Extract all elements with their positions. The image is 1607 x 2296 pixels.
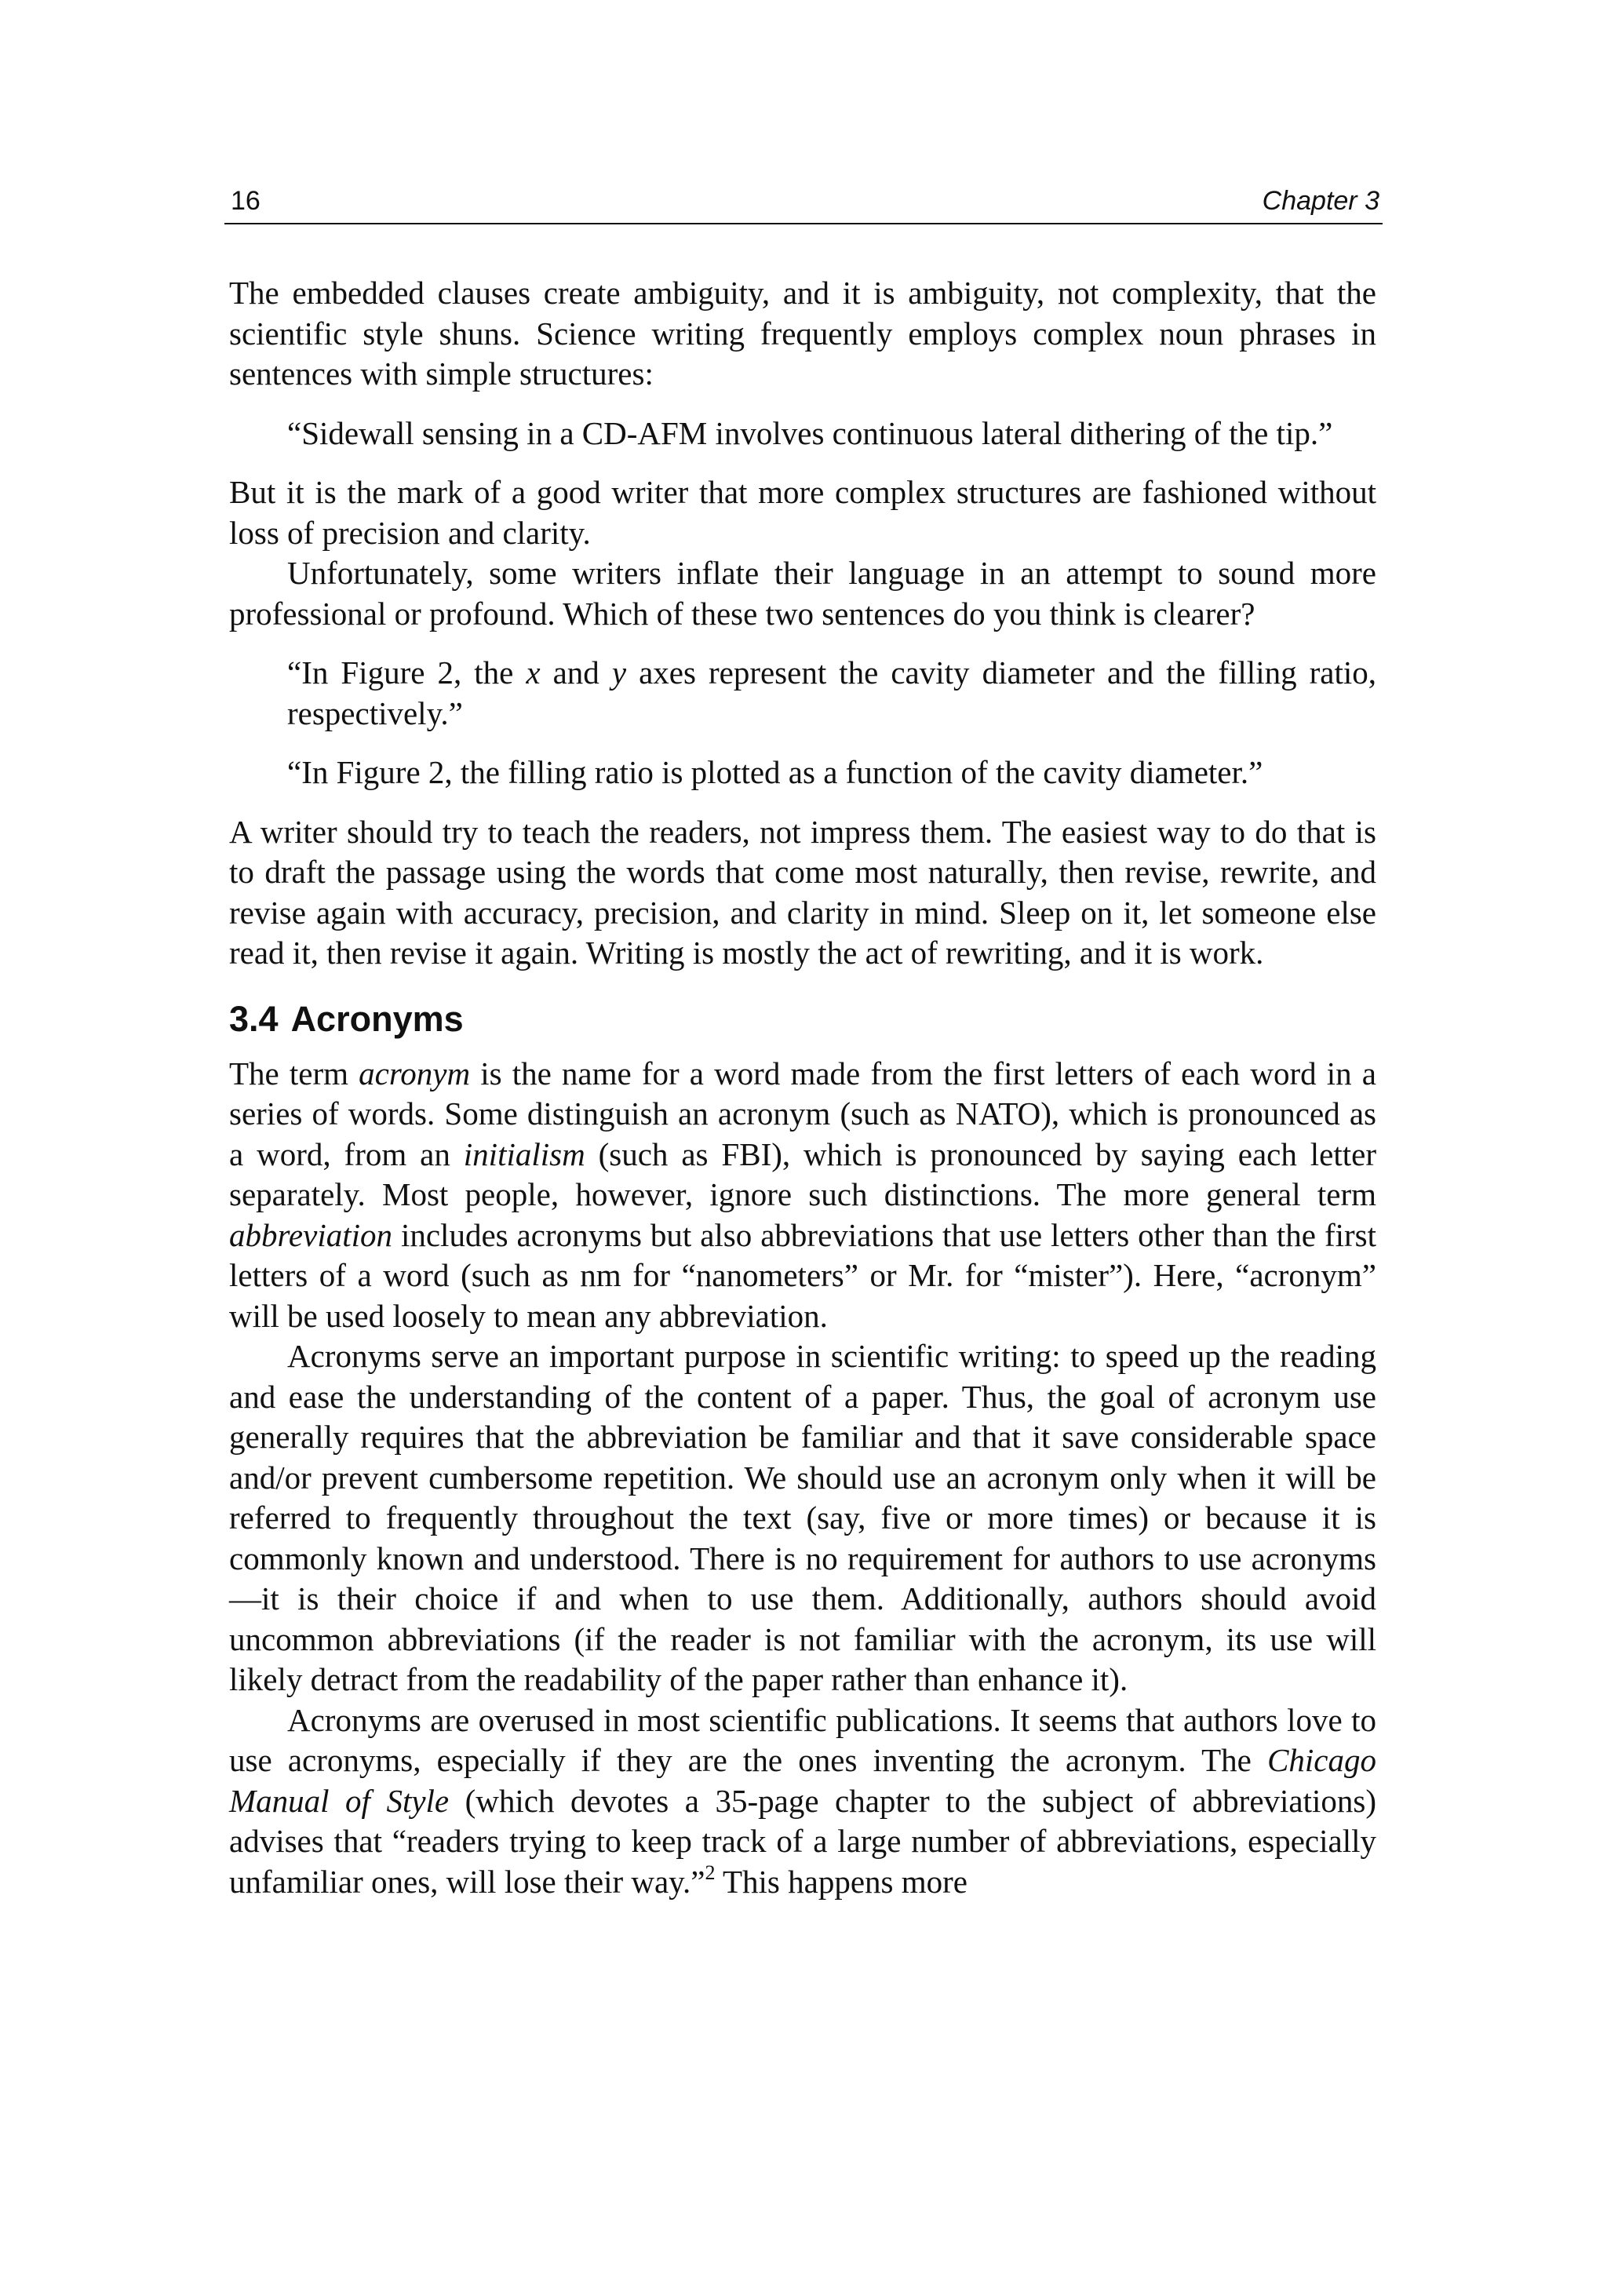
footnote-marker: 2	[705, 1860, 716, 1884]
quote-filling-ratio: “In Figure 2, the filling ratio is plotted as a function of the cavity diameter.”	[287, 754, 1263, 790]
quote-sidewall-sensing: “Sidewall sensing in a CD-AFM involves continuous lateral dithering of the tip.”	[287, 414, 1333, 451]
section-heading	[229, 997, 1376, 1041]
term-initialism-italic: initialism	[463, 1135, 585, 1172]
acronym-def-part-a: The term	[229, 1055, 359, 1092]
paragraph-teach-readers: A writer should try to teach the readers, not impress them. The easiest way to do that is to draft the passage using the words that come most naturally, then revise, rewrite, and revise again with accuracy, precision, and clarity in mind. Sleep on it, let someone else read it, then revise it again. Writing is mostly the act of rewriting, and it is work.	[229, 813, 1376, 971]
chicago-manual-italic: Chicago Manual of Style	[229, 1742, 1376, 1819]
axis-y-italic: y	[611, 654, 627, 691]
acronym-def-part-c: (such as FBI), which is pronounced by saying each letter separately. Most people, however, ignore such distinctions. The more general term	[229, 1135, 1376, 1212]
term-acronym-italic: acronym	[359, 1055, 471, 1092]
paragraph-acronym-overuse	[229, 1700, 1376, 1903]
acronym-def-part-d: includes acronyms but also abbreviations that use letters other than the first letters of a word (such as nm for “nanometers” or Mr. for “mister”). Here, “acronym” will be used loosely to mean any abbreviation.	[229, 1216, 1376, 1334]
section-title: Acronyms	[290, 998, 464, 1039]
term-abbreviation-italic: abbreviation	[229, 1216, 393, 1253]
running-header	[224, 184, 1383, 224]
overuse-part-b: (which devotes a 35-page chapter to the subject of abbreviations) advises that “readers trying to keep track of a large number of abbreviations, especially unfamiliar ones, will lose their way.”	[229, 1782, 1376, 1900]
overuse-part-c: This happens more	[715, 1863, 967, 1900]
overuse-part-a: Acronyms are overused in most scientific publications. It seems that authors love to use acronyms, especially if they are the ones inventing the acronym. The	[229, 1701, 1376, 1778]
body-text	[229, 273, 1376, 1902]
page-number: 16	[231, 186, 261, 216]
paragraph-inflate-language: Unfortunately, some writers inflate their language in an attempt to sound more professional or profound. Which of these two sentences do you think is clearer?	[229, 555, 1376, 632]
paragraph-acronym-purpose: Acronyms serve an important purpose in scientific writing: to speed up the reading and ease the understanding of the content of a paper. Thus, the goal of acronym use generally requires that the abbreviation be familiar and that it save considerable space and/or prevent cumbersome repetition. We should use an acronym only when it will be referred to frequently throughout the text (say, five or more times) or because it is commonly known and understood. There is no requirement for authors to use acronyms—it is their choice if and when to use them. Additionally, authors should avoid uncommon abbreviations (if the reader is not familiar with the acronym, its use will likely detract from the readability of the paper rather than enhance it).	[229, 1338, 1376, 1697]
quote-figure-axes-part-a: “In Figure 2, the	[287, 654, 527, 691]
quote-figure-axes-part-c: axes represent the cavity diameter and the filling ratio, respectively.”	[287, 654, 1377, 731]
quote-figure-axes-part-b: and	[540, 654, 612, 691]
chapter-label: Chapter 3	[1262, 186, 1379, 216]
paragraph-good-writer: But it is the mark of a good writer that more complex structures are fashioned without loss of precision and clarity.	[229, 474, 1376, 551]
quote-figure-axes	[287, 653, 1376, 734]
acronym-def-part-b: is the name for a word made from the first letters of each word in a series of words. Some distinguish an acronym (such as NATO), which is pronounced as a word, from an	[229, 1055, 1376, 1172]
paragraph-acronym-definition	[229, 1054, 1376, 1337]
paragraph-embedded-clauses: The embedded clauses create ambiguity, and it is ambiguity, not complexity, that the scientific style shuns. Science writing frequently employs complex noun phrases in sentences with simple structures:	[229, 275, 1376, 392]
axis-x-italic: x	[526, 654, 541, 691]
section-number: 3.4	[229, 998, 279, 1039]
